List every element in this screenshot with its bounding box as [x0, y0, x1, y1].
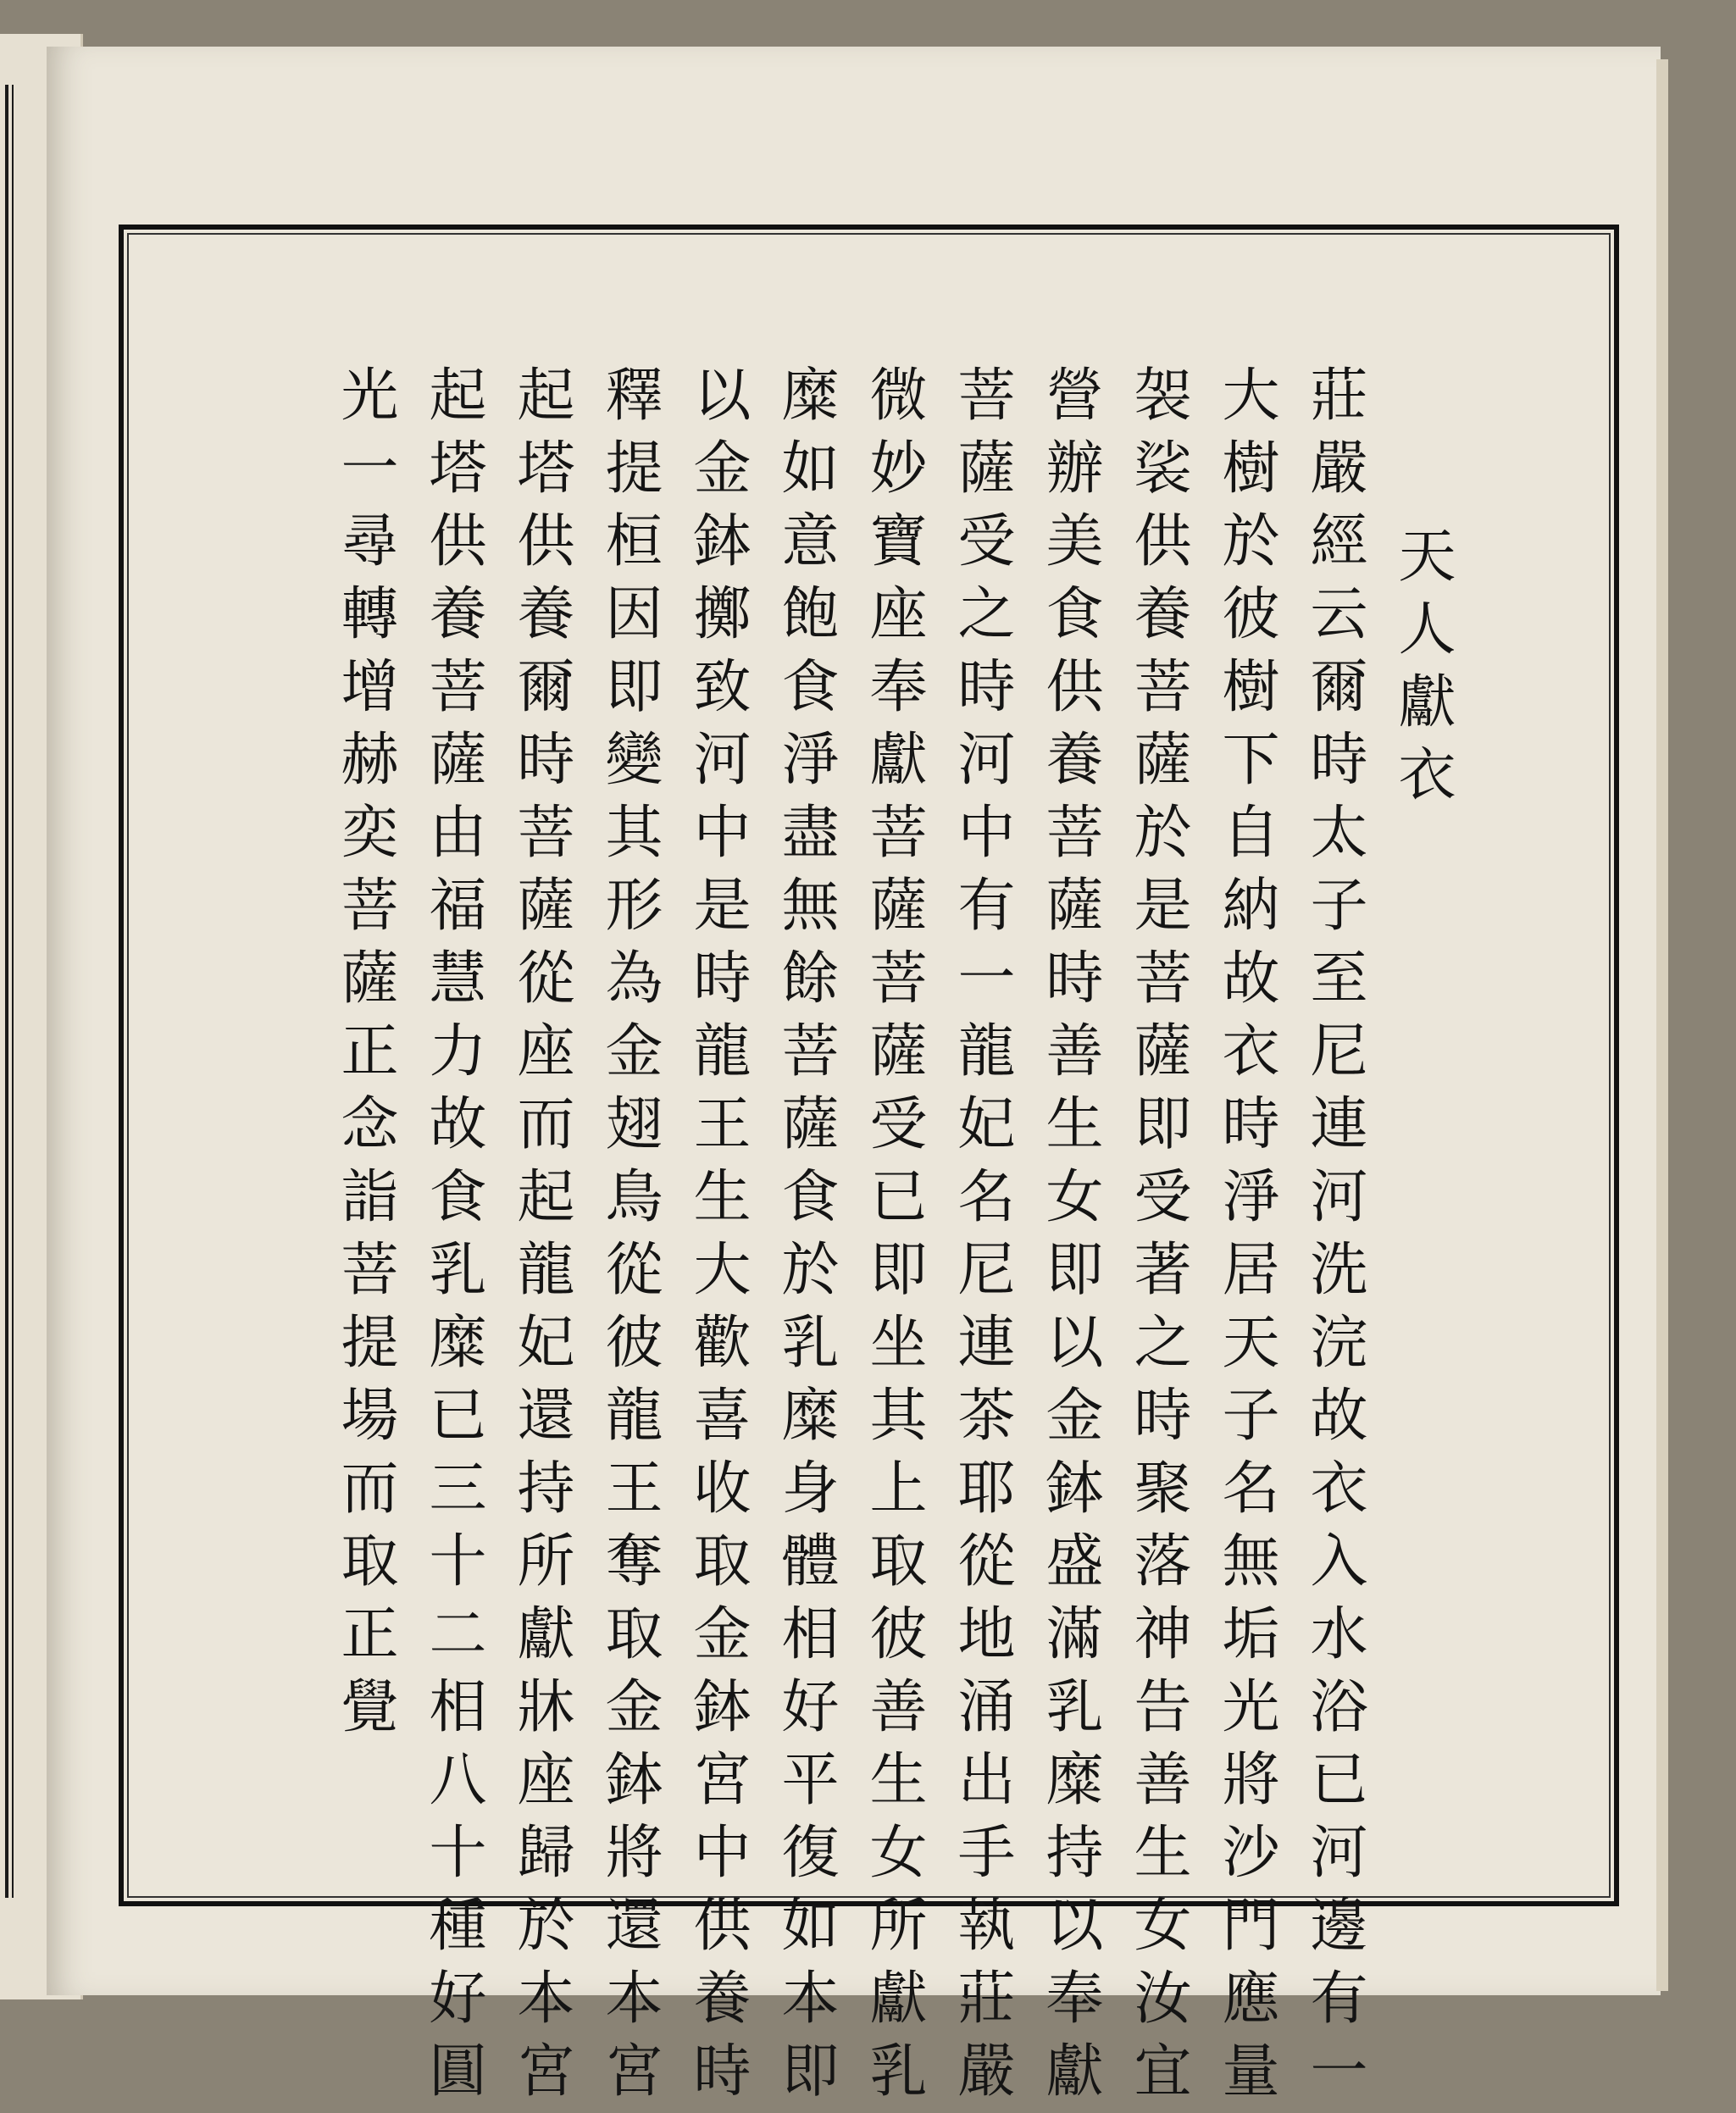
text-column: 大樹於彼樹下自納故衣時淨居天子名無垢光將沙門應量 [1212, 364, 1279, 2113]
text-column: 糜如意飽食淨盡無餘菩薩食於乳糜身體相好平復如本即 [772, 364, 839, 2113]
text-column: 菩薩受之時河中有一龍妃名尼連茶耶從地涌出手執莊嚴 [948, 364, 1015, 2113]
text-column: 營辦美食供養菩薩時善生女即以金鉢盛滿乳糜持以奉獻 [1036, 364, 1103, 2113]
text-column: 微妙寶座奉獻菩薩菩薩受已即坐其上取彼善生女所獻乳 [860, 364, 927, 2113]
section-title: 天人獻衣 [1389, 525, 1456, 817]
text-column: 莊嚴經云爾時太子至尼連河洗浣故衣入水浴已河邊有一 [1301, 364, 1367, 2113]
text-column: 釋提桓因即變其形為金翅鳥從彼龍王奪取金鉢將還本宮 [596, 364, 663, 2113]
text-column: 起塔供養菩薩由福慧力故食乳糜已三十二相八十種好圓 [419, 364, 486, 2113]
previous-page-border-inner [12, 85, 14, 1898]
text-block [313, 364, 1466, 2113]
text-column: 起塔供養爾時菩薩從座而起龍妃還持所獻牀座歸於本宮 [507, 364, 574, 2113]
text-column: 袈裟供養菩薩於是菩薩即受著之時聚落神告善生女汝宜 [1124, 364, 1191, 2113]
page-edge [1656, 59, 1668, 1991]
text-column: 光一尋轉增赫奕菩薩正念詣菩提場而取正覺 [331, 364, 398, 1749]
text-column: 以金鉢擲致河中是時龍王生大歡喜收取金鉢宮中供養時 [684, 364, 751, 2113]
previous-page-border [5, 85, 8, 1898]
